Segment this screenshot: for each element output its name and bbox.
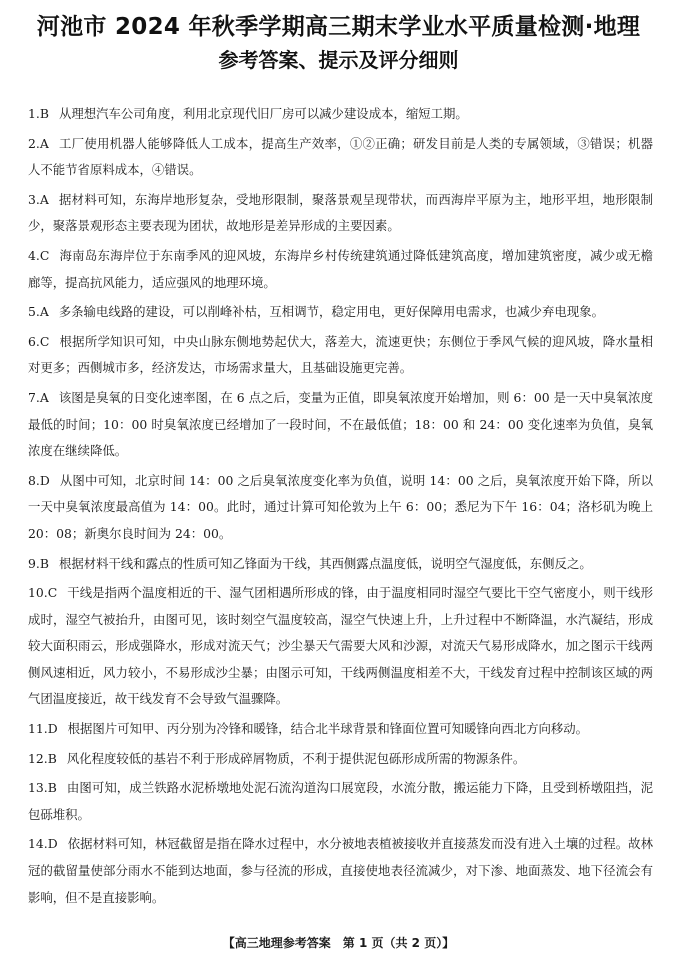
answer-item xyxy=(28,187,653,240)
answer-explanation: 从理想汽车公司角度，利用北京现代旧厂房可以减少建设成本，缩短工期。 xyxy=(58,106,468,121)
answer-item xyxy=(28,329,653,382)
answer-explanation: 依据材料可知，林冠截留是指在降水过程中，水分被地表植被接收并直接蒸发而没有进入土壤的过程。故林冠的截留量使部分雨水不能到达地面，参与径流的形成，直接使地表径流减少，对下渗、地面蒸发、地下径流会有影响，但不是直接影响。 xyxy=(28,836,653,905)
answer-explanation: 多条输电线路的建设，可以削峰补枯，互相调节，稳定用电，更好保障用电需求，也减少弃电现象。 xyxy=(58,304,604,320)
answer-explanation: 从图中可知，北京时间 14：00 之后臭氧浓度变化率为负值，说明 14：00 之后，臭氧浓度开始下降，所以一天中臭氧浓度最高值为 14：00。此时，通过计算可知伦敦为上午 6：00；悉尼为下午 16：04；洛杉矶为晚上 20：08；新奥尔良时间为 24：00。 xyxy=(28,472,653,541)
answer-item xyxy=(28,831,653,911)
answer-item xyxy=(28,775,653,828)
answer-explanation: 干线是指两个温度相近的干、湿气团相遇所形成的锋，由于温度相同时湿空气要比干空气密度小，则干线形成时，湿空气被抬升，由图可见，该时刻空气温度较高，湿空气快速上升，上升过程中不断降温，水汽凝结，形成较大面积雨云，形成强降水，形成对流天气；沙尘暴天气需要大风和沙源，对流天气易形成降水，加之图示干线两侧风速相近，风力较小，不易形成沙尘暴；由图示可知，干线两侧温度相差不大，干线发育过程中控制该区域的两气团温度接近，故干线发育不会导致气温骤降。 xyxy=(28,585,653,707)
answer-key: B xyxy=(39,106,49,121)
answer-item xyxy=(28,746,653,773)
answer-key: A xyxy=(39,135,49,151)
answer-item xyxy=(28,551,653,578)
answer-number: 6. xyxy=(28,333,40,349)
answer-explanation: 根据所学知识可知，中央山脉东侧地势起伏大，落差大，流速更快；东侧位于季风气候的迎风坡，降水量相对更多；西侧城市多，经济发达，市场需求量大，且基础设施更完善。 xyxy=(28,333,653,376)
answer-number: 7. xyxy=(28,389,40,405)
answer-number: 3. xyxy=(28,191,40,207)
answer-explanation: 根据材料干线和露点的性质可知乙锋面为干线，其西侧露点温度低，说明空气湿度低，东侧反之。 xyxy=(58,555,592,571)
answer-number: 2. xyxy=(28,135,40,151)
answer-number: 13. xyxy=(28,780,48,796)
answer-key: C xyxy=(47,585,58,601)
document-title: 河池市 2024 年秋季学期高三期末学业水平质量检测·地理 xyxy=(36,14,641,40)
answer-explanation: 由图可知，成兰铁路水泥桥墩地处泥石流沟道沟口展宽段，水流分散，搬运能力下降，且受到桥墩阻挡，泥包砾堆积。 xyxy=(28,780,653,822)
answer-key: A xyxy=(39,389,49,405)
answer-number: 10. xyxy=(28,585,48,601)
answer-number: 4. xyxy=(28,247,40,263)
answer-key: A xyxy=(39,191,49,207)
page-footer: 【高三地理参考答案 第 1 页（共 2 页）】 xyxy=(222,936,455,950)
answer-explanation: 海南岛东海岸位于东南季风的迎风坡，东海岸乡村传统建筑通过降低建筑高度，增加建筑密度，减少或无檐廊等，提高抗风能力，适应强风的地理环境。 xyxy=(28,247,653,290)
answer-key: B xyxy=(47,750,57,766)
answer-number: 5. xyxy=(28,304,40,320)
answer-number: 9. xyxy=(28,555,40,571)
answer-number: 14. xyxy=(28,836,48,852)
answer-list xyxy=(28,101,653,914)
answer-number: 8. xyxy=(28,472,40,488)
answer-explanation: 据材料可知，东海岸地形复杂，受地形限制，聚落景观呈现带状，而西海岸平原为主，地形平坦，地形限制少，聚落景观形态主要表现为团状，故地形是差异形成的主要因素。 xyxy=(28,191,653,234)
answer-key: D xyxy=(47,836,58,852)
answer-item xyxy=(28,580,653,713)
answer-number: 1. xyxy=(28,106,40,121)
answer-explanation: 根据图片可知甲、丙分别为冷锋和暖锋，结合北半球背景和锋面位置可知暖锋向西北方向移动。 xyxy=(67,721,589,737)
answer-item xyxy=(28,299,653,326)
answer-item xyxy=(28,101,653,128)
answer-item xyxy=(28,131,653,184)
answer-key: D xyxy=(47,721,58,737)
answer-number: 12. xyxy=(28,750,48,766)
answer-key: B xyxy=(39,555,49,571)
answer-key: B xyxy=(47,780,57,796)
answer-key: D xyxy=(39,472,50,488)
answer-number: 11. xyxy=(28,721,48,737)
answer-key: C xyxy=(39,333,50,349)
answer-item xyxy=(28,243,653,296)
answer-key: C xyxy=(39,247,50,263)
answer-item xyxy=(28,716,653,743)
answer-explanation: 该图是臭氧的日变化速率图，在 6 点之后，变量为正值，即臭氧浓度开始增加，则 6：00 是一天中臭氧浓度最低的时间；10：00 时臭氧浓度已经增加了一段时间，不在最低值；18：00 和 24：00 变化速率为负值，臭氧浓度在继续降低。 xyxy=(28,389,653,459)
answer-item xyxy=(28,468,653,548)
answer-item xyxy=(28,385,653,465)
answer-key: A xyxy=(39,304,49,320)
document-subtitle: 参考答案、提示及评分细则 xyxy=(218,48,459,72)
answer-explanation: 工厂使用机器人能够降低人工成本，提高生产效率，①②正确；研发目前是人类的专属领域，③错误；机器人不能节省原料成本，④错误。 xyxy=(28,135,653,178)
answer-explanation: 风化程度较低的基岩不利于形成碎屑物质，不利于提供泥包砾形成所需的物源条件。 xyxy=(66,750,526,766)
